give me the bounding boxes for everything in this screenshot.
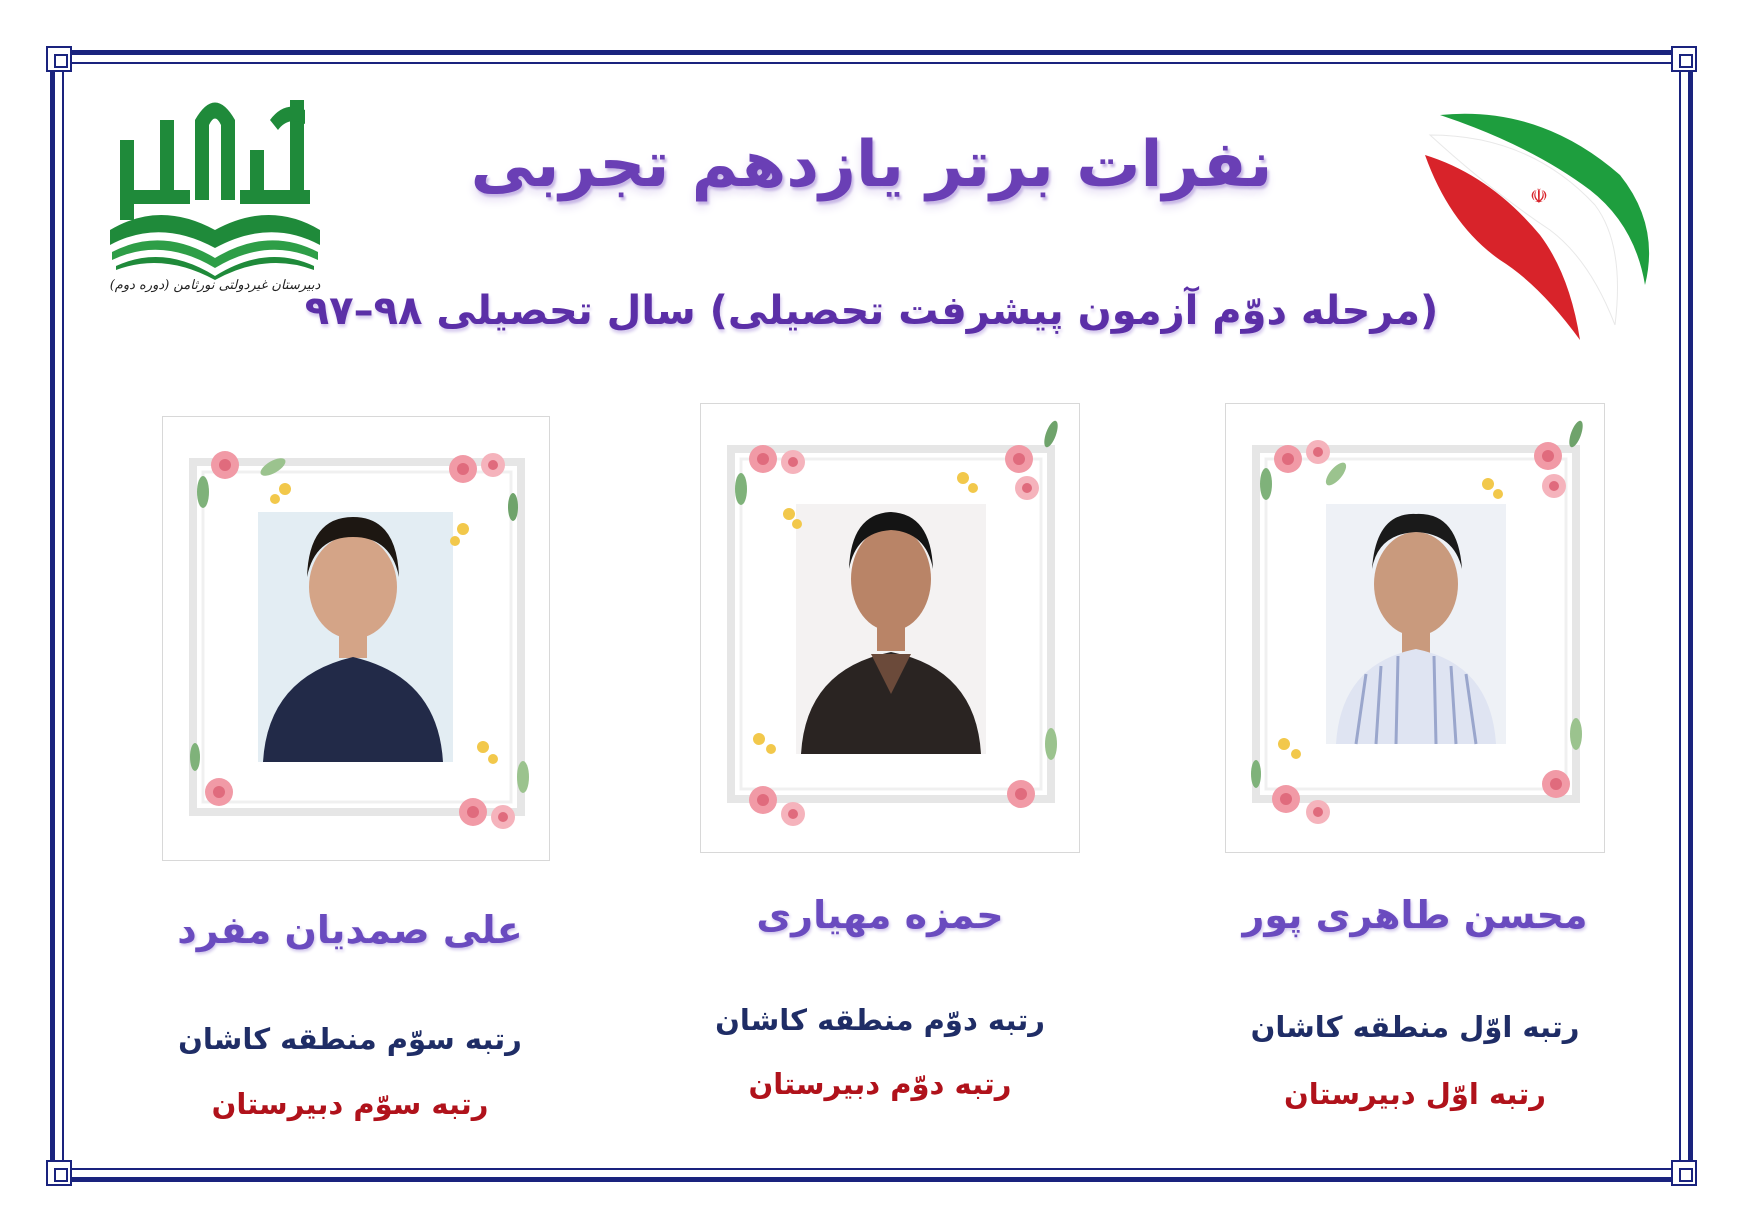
school-rank: رتبه سوّم دبیرستان bbox=[211, 1087, 489, 1121]
page-subtitle: (مرحله دوّم آزمون پیشرفت تحصیلی) سال تحصیلی ۹۸–۹۷ bbox=[304, 288, 1439, 334]
region-rank: رتبه اوّل منطقه کاشان bbox=[1250, 1010, 1580, 1044]
school-rank: رتبه دوّم دبیرستان bbox=[748, 1067, 1012, 1101]
region-rank: رتبه دوّم منطقه کاشان bbox=[715, 1003, 1045, 1037]
student-name: محسن طاهری پور bbox=[1242, 893, 1588, 937]
corner-ornament bbox=[46, 1160, 72, 1186]
student-photo-frame bbox=[1225, 403, 1605, 853]
corner-ornament bbox=[1671, 1160, 1697, 1186]
student-photo-frame bbox=[700, 403, 1080, 853]
svg-text:☫: ☫ bbox=[1530, 184, 1548, 208]
corner-ornament bbox=[1671, 46, 1697, 72]
region-rank: رتبه سوّم منطقه کاشان bbox=[178, 1022, 522, 1056]
student-photo-frame bbox=[162, 416, 550, 861]
school-rank: رتبه اوّل دبیرستان bbox=[1284, 1077, 1546, 1111]
school-logo-caption: دبیرستان غیردولتی نورثامن (دوره دوم) bbox=[109, 278, 321, 293]
student-name: علی صمدیان مفرد bbox=[177, 908, 523, 952]
floral-frame-icon bbox=[163, 417, 551, 862]
page-title: نفرات برتر یازدهم تجربی bbox=[470, 128, 1273, 202]
floral-frame-icon bbox=[701, 404, 1081, 854]
student-name: حمزه مهیاری bbox=[756, 893, 1004, 937]
floral-frame-icon bbox=[1226, 404, 1606, 854]
corner-ornament bbox=[46, 46, 72, 72]
